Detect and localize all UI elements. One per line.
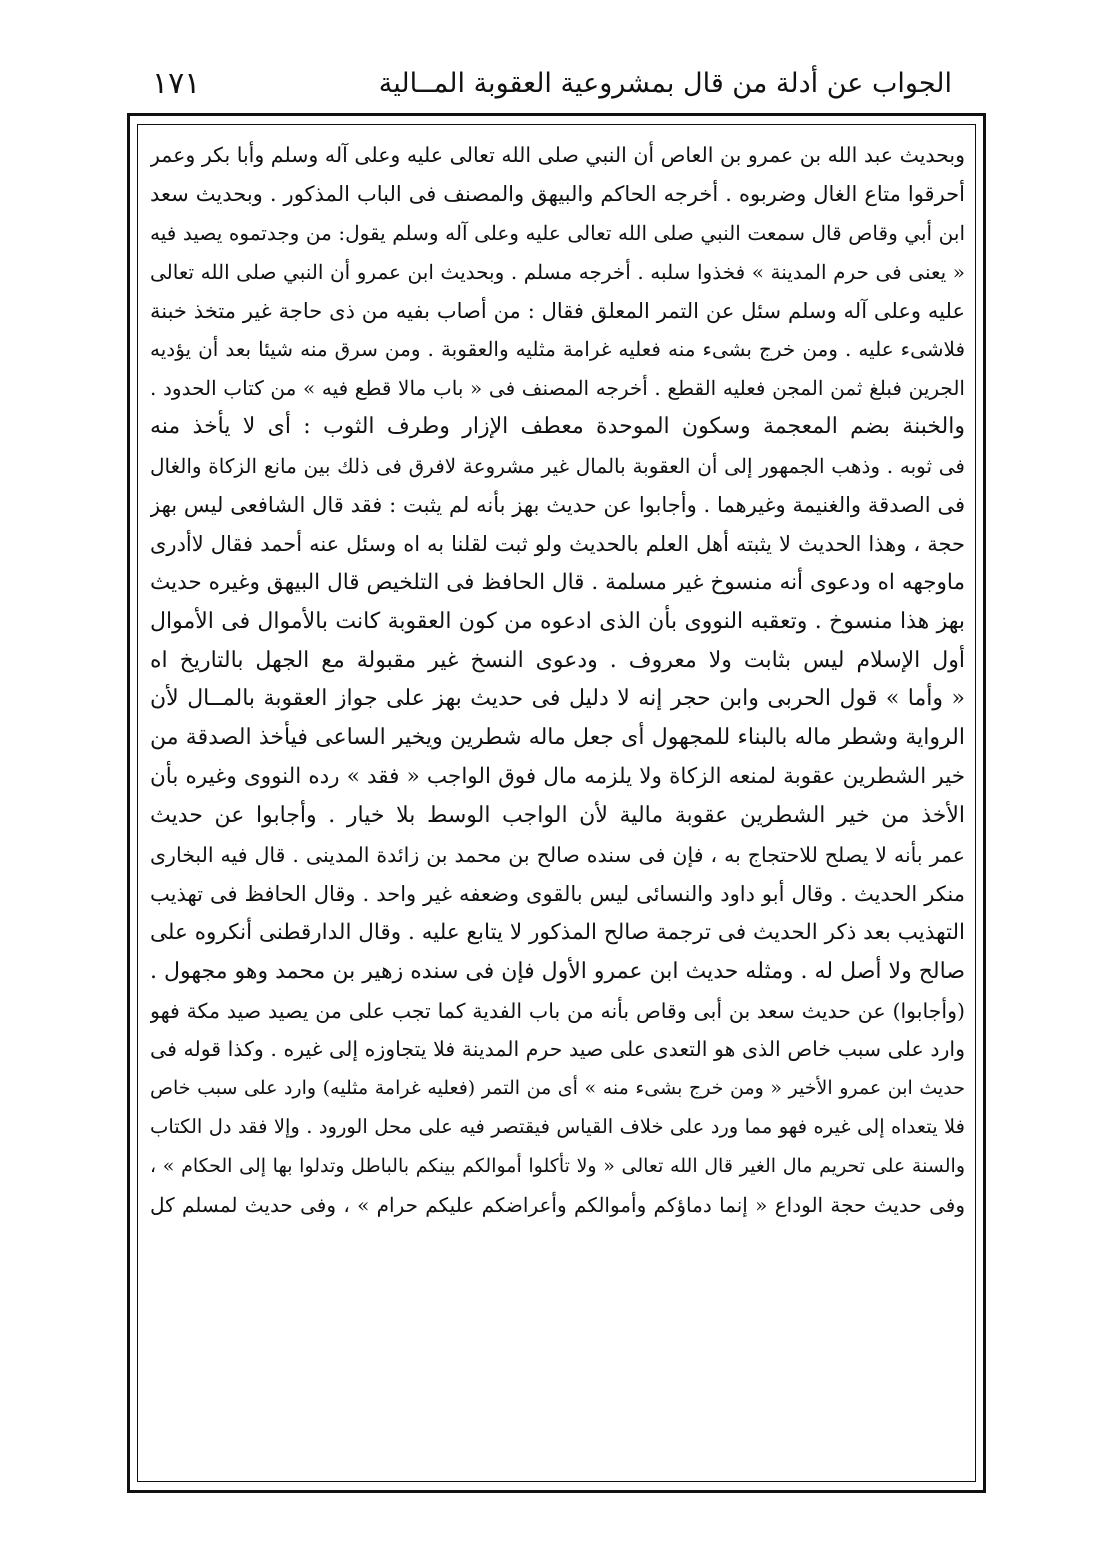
text-line: منكر الحديث . وقال أبو داود والنسائى ليس بالقوى وضعفه غير واحد . وقال الحافظ فى تهذيب <box>150 881 965 906</box>
text-line: ابن أبي وقاص قال سمعت النبي صلى الله تعالى عليه وعلى آله وسلم يقول: من وجدتموه يصيد فيه <box>150 220 965 245</box>
page-header <box>132 62 982 112</box>
text-line: فى الصدقة والغنيمة وغيرهما . وأجابوا عن حديث بهز بأنه لم يثبت : فقد قال الشافعى ليس بهز <box>150 493 965 518</box>
text-line: الأخذ من خير الشطرين عقوبة مالية لأن الواجب الوسط بلا خيار . وأجابوا عن حديث <box>150 803 965 829</box>
text-line: أحرقوا متاع الغال وضربوه . أخرجه الحاكم والبيهق والمصنف فى الباب المذكور . وبحديث سعد <box>150 181 965 206</box>
text-line: حجة ، وهذا الحديث لا يثبته أهل العلم بالحديث ولو ثبت لقلنا به اه وسئل عنه أحمد فقال لاأدرى <box>150 531 965 556</box>
text-line: والسنة على تحريم مال الغير قال الله تعالى « ولا تأكلوا أموالكم بينكم بالباطل وتدلوا بها إلى الحكام » ، <box>150 1155 965 1178</box>
text-line: والخبنة بضم المعجمة وسكون الموحدة معطف الإزار وطرف الثوب : أى لا يأخذ منه <box>150 414 965 440</box>
page-number: ١٧١ <box>152 66 201 101</box>
text-line: فلا يتعداه إلى غيره فهو مما ورد على خلاف القياس فيقتصر فيه على محل الورود . وإلا فقد دل الكتاب <box>150 1115 965 1139</box>
text-line: « وأما » قول الحربى وابن حجر إنه لا دليل فى حديث بهز على جواز العقوبة بالمــال لأن <box>150 686 965 712</box>
text-line: (وأجابوا) عن حديث سعد بن أبى وقاص بأنه من باب الفدية كما تجب على من يصيد صيد مكة فهو <box>150 998 965 1023</box>
text-line: وفى حديث حجة الوداع « إنما دماؤكم وأموالكم وأعراضكم عليكم حرام » ، وفى حديث لمسلم كل <box>150 1193 965 1218</box>
text-line: عليه وعلى آله وسلم سئل عن التمر المعلق فقال : من أصاب بفيه من ذى حاجة غير متخذ خبنة <box>150 298 965 323</box>
text-line: فلاشىء عليه . ومن خرج بشىء منه فعليه غرامة مثليه والعقوبة . ومن سرق منه شيئا بعد أن يؤديه <box>150 337 965 362</box>
text-line: خير الشطرين عقوبة لمنعه الزكاة ولا يلزمه مال فوق الواجب « فقد » رده النووى وغيره بأن <box>150 764 965 790</box>
text-line: حديث ابن عمرو الأخير « ومن خرج بشىء منه » أى من التمر (فعليه غرامة مثليه) وارد على سبب خاص <box>150 1077 965 1100</box>
text-line: الرواية وشطر ماله بالبناء للمجهول أى جعل ماله شطرين ويخير الساعى فيأخذ الصدقة من <box>150 725 965 751</box>
text-line: وارد على سبب خاص الذى هو التعدى على صيد حرم المدينة فلا يتجاوزه إلى غيره . وكذا قوله فى <box>150 1037 965 1062</box>
text-line: فى ثوبه . وذهب الجمهور إلى أن العقوبة بالمال غير مشروعة لافرق فى ذلك بين مانع الزكاة والغال <box>150 454 965 479</box>
text-line: أول الإسلام ليس بثابت ولا معروف . ودعوى النسخ غير مقبولة مع الجهل بالتاريخ اه <box>150 647 965 673</box>
running-title: الجواب عن أدلة من قال بمشروعية العقوبة المــالية <box>378 68 952 99</box>
text-line: « يعنى فى حرم المدينة » فخذوا سلبه . أخرجه مسلم . وبحديث ابن عمرو أن النبي صلى الله تعالى <box>150 259 965 284</box>
text-line: ماوجهه اه ودعوى أنه منسوخ غير مسلمة . قال الحافظ فى التلخيص قال البيهق وغيره حديث <box>150 569 965 595</box>
text-line: وبحديث عبد الله بن عمرو بن العاص أن النبي صلى الله تعالى عليه وعلى آله وسلم وأبا بكر وعمر <box>150 143 965 167</box>
text-line: عمر بأنه لا يصلح للاحتجاج به ، فإن فى سنده صالح بن محمد بن زائدة المدينى . قال فيه البخارى <box>150 843 965 868</box>
text-line: التهذيب بعد ذكر الحديث فى ترجمة صالح المذكور لا يتابع عليه . وقال الدارقطنى أنكروه على <box>150 919 965 945</box>
text-line: صالح ولا أصل له . ومثله حديث ابن عمرو الأول فإن فى سنده زهير بن محمد وهو مجهول . <box>150 958 965 984</box>
body-text <box>150 136 965 1476</box>
text-line: الجرين فبلغ ثمن المجن فعليه القطع . أخرجه المصنف فى « باب مالا قطع فيه » من كتاب الحدود . <box>150 376 965 401</box>
text-line: بهز هذا منسوخ . وتعقبه النووى بأن الذى ادعوه من كون العقوبة كانت بالأموال فى الأموال <box>150 608 965 634</box>
